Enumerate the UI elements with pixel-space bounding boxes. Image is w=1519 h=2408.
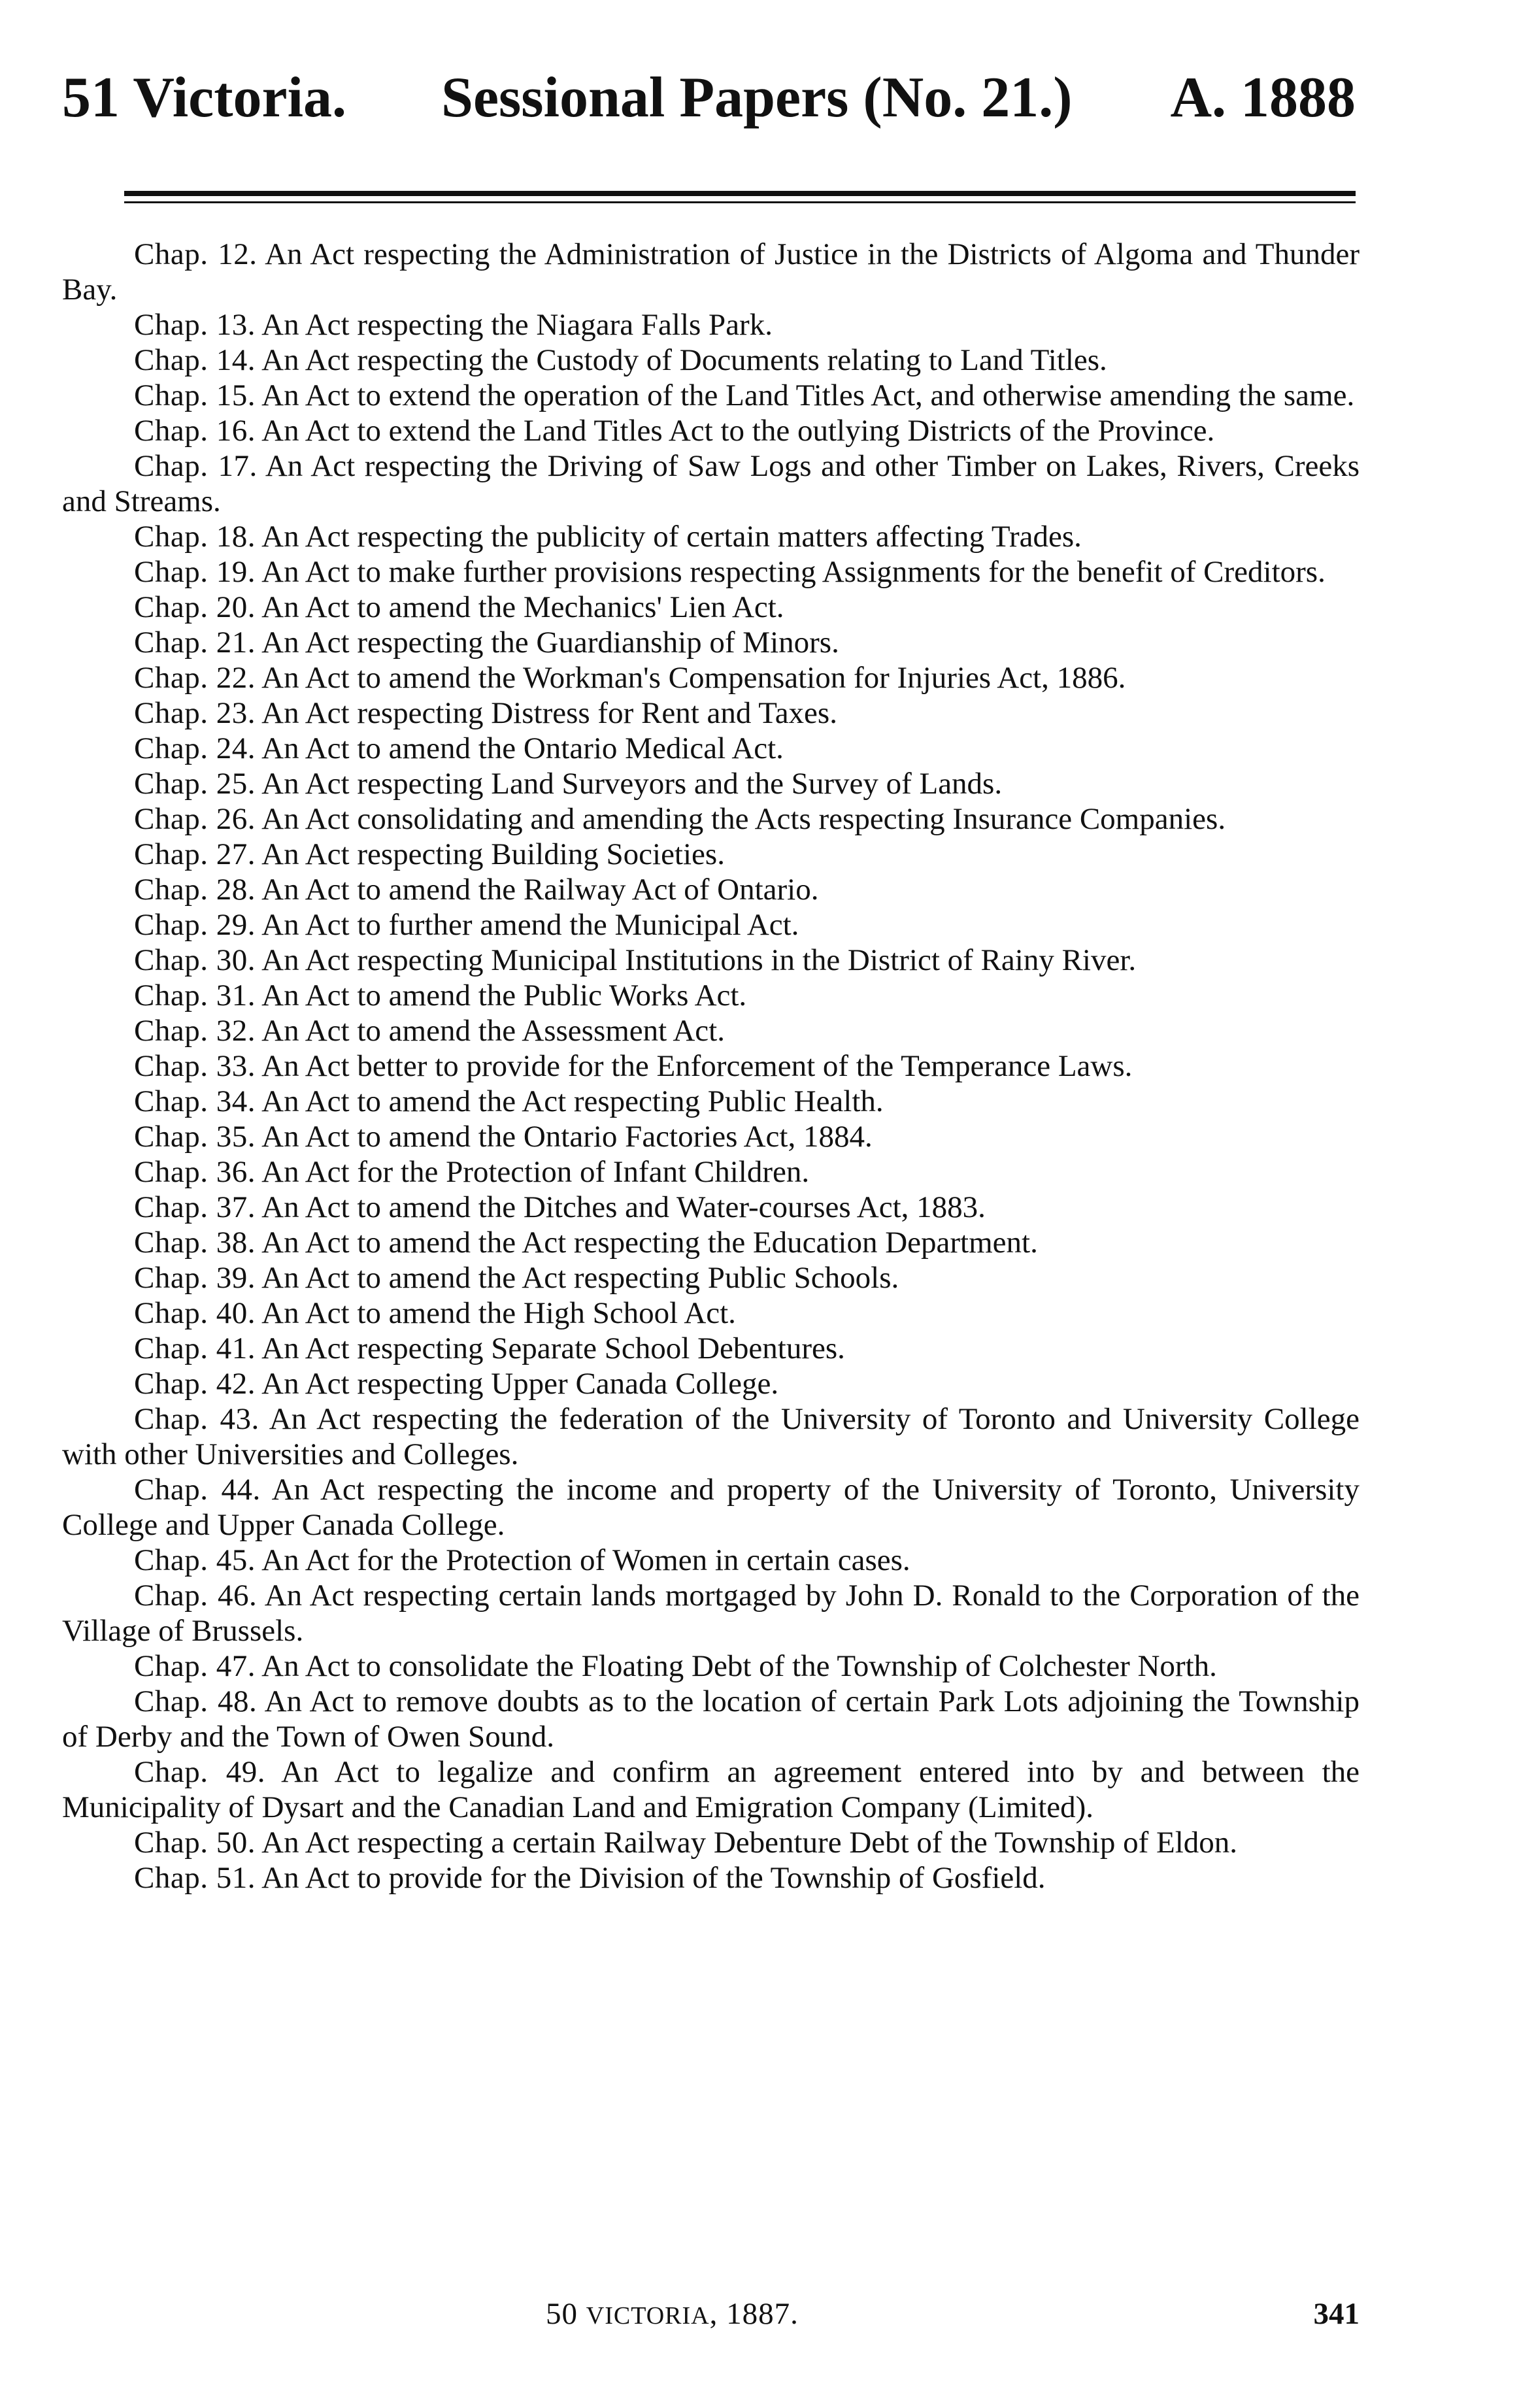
act-entry bbox=[62, 1260, 1360, 1296]
chapter-number: Chap. 25. bbox=[134, 767, 256, 801]
act-title: An Act respecting the publicity of certain matters affecting Trades. bbox=[261, 520, 1082, 554]
act-title: An Act respecting the Administration of Justice in the Districts of Algoma and Thunder Bay. bbox=[62, 237, 1360, 307]
act-entry bbox=[62, 1754, 1360, 1825]
act-entry bbox=[62, 1472, 1360, 1543]
act-entry bbox=[62, 1401, 1360, 1472]
chapter-number: Chap. 47. bbox=[134, 1649, 256, 1683]
act-title: An Act respecting the Driving of Saw Logs and other Timber on Lakes, Rivers, Creeks and Streams. bbox=[62, 449, 1360, 518]
act-title: An Act respecting a certain Railway Debenture Debt of the Township of Eldon. bbox=[261, 1826, 1238, 1860]
header-rule-thick bbox=[124, 191, 1356, 196]
chapter-number: Chap. 37. bbox=[134, 1190, 256, 1224]
chapter-number: Chap. 16. bbox=[134, 414, 256, 448]
header-title: Sessional Papers (No. 21.) bbox=[441, 66, 1073, 129]
act-title: An Act respecting Municipal Institutions in the District of Rainy River. bbox=[261, 943, 1137, 977]
header-year: A. 1888 bbox=[1170, 66, 1356, 129]
act-title: An Act better to provide for the Enforcement of the Temperance Laws. bbox=[261, 1049, 1133, 1083]
chapter-number: Chap. 45. bbox=[134, 1543, 256, 1577]
page-number: 341 bbox=[1313, 2297, 1360, 2331]
act-entry bbox=[62, 1225, 1360, 1260]
act-entry bbox=[62, 1543, 1360, 1578]
act-title: An Act to further amend the Municipal Act. bbox=[261, 908, 799, 942]
act-entry bbox=[62, 1331, 1360, 1366]
chapter-number: Chap. 33. bbox=[134, 1049, 256, 1083]
act-entry bbox=[62, 978, 1360, 1013]
chapter-number: Chap. 27. bbox=[134, 837, 256, 871]
footer-statute-ref bbox=[546, 2294, 799, 2335]
act-entry bbox=[62, 237, 1360, 307]
act-entry bbox=[62, 590, 1360, 625]
act-title: An Act to amend the Ditches and Water-courses Act, 1883. bbox=[261, 1190, 986, 1224]
chapter-number: Chap. 14. bbox=[134, 343, 256, 377]
act-title: An Act respecting the income and property of the University of Toronto, University College and Upper Canada College. bbox=[62, 1473, 1360, 1542]
chapter-number: Chap. 12. bbox=[134, 237, 258, 271]
chapter-number: Chap. 28. bbox=[134, 873, 256, 907]
act-title: An Act respecting the Niagara Falls Park. bbox=[261, 308, 773, 342]
act-title: An Act to extend the Land Titles Act to the outlying Districts of the Province. bbox=[261, 414, 1215, 448]
act-entry bbox=[62, 660, 1360, 695]
act-title: An Act to consolidate the Floating Debt of the Township of Colchester North. bbox=[261, 1649, 1217, 1683]
act-entry bbox=[62, 731, 1360, 766]
act-title: An Act to legalize and confirm an agreement entered into by and between the Municipality of Dysart and the Canadian Land and Emigration Company (Limited). bbox=[62, 1755, 1360, 1824]
footer-statute-year: , 1887. bbox=[709, 2297, 799, 2331]
act-title: An Act for the Protection of Infant Children. bbox=[261, 1155, 810, 1189]
chapter-number: Chap. 35. bbox=[134, 1120, 256, 1154]
act-title: An Act to amend the Assessment Act. bbox=[261, 1014, 725, 1048]
act-title: An Act to amend the Ontario Medical Act. bbox=[261, 731, 784, 765]
chapter-number: Chap. 21. bbox=[134, 626, 256, 660]
chapter-number: Chap. 24. bbox=[134, 731, 256, 765]
act-entry bbox=[62, 801, 1360, 837]
act-title: An Act to remove doubts as to the location of certain Park Lots adjoining the Township of Derby and the Town of Owen Sound. bbox=[62, 1684, 1360, 1754]
chapter-number: Chap. 17. bbox=[134, 449, 258, 483]
act-entry bbox=[62, 1296, 1360, 1331]
chapter-number: Chap. 46. bbox=[134, 1579, 258, 1613]
act-title: An Act respecting Building Societies. bbox=[261, 837, 725, 871]
chapter-number: Chap. 22. bbox=[134, 661, 256, 695]
act-title: An Act for the Protection of Women in certain cases. bbox=[261, 1543, 910, 1577]
act-entry bbox=[62, 1084, 1360, 1119]
chapter-number: Chap. 31. bbox=[134, 978, 256, 1012]
chapter-number: Chap. 38. bbox=[134, 1226, 256, 1260]
chapter-number: Chap. 41. bbox=[134, 1331, 256, 1365]
act-entry bbox=[62, 1013, 1360, 1048]
chapter-number: Chap. 29. bbox=[134, 908, 256, 942]
act-entry bbox=[62, 1578, 1360, 1648]
act-entry bbox=[62, 872, 1360, 907]
act-entry bbox=[62, 1119, 1360, 1154]
header-rule-thin bbox=[124, 201, 1356, 203]
act-entry bbox=[62, 1860, 1360, 1896]
act-title: An Act respecting Separate School Debentures. bbox=[261, 1331, 845, 1365]
header-session: 51 Victoria. bbox=[62, 66, 347, 129]
act-title: An Act to extend the operation of the Land Titles Act, and otherwise amending the same. bbox=[261, 378, 1355, 412]
act-entry bbox=[62, 307, 1360, 343]
chapter-number: Chap. 32. bbox=[134, 1014, 256, 1048]
chapter-number: Chap. 50. bbox=[134, 1826, 256, 1860]
chapter-number: Chap. 30. bbox=[134, 943, 256, 977]
footer-statute-number: 50 bbox=[546, 2297, 578, 2331]
chapter-number: Chap. 44. bbox=[134, 1473, 261, 1507]
act-title: An Act to amend the Ontario Factories Act, 1884. bbox=[261, 1120, 873, 1154]
act-title: An Act respecting Distress for Rent and Taxes. bbox=[261, 696, 837, 730]
act-title: An Act to amend the Public Works Act. bbox=[261, 978, 747, 1012]
act-title: An Act to provide for the Division of the Township of Gosfield. bbox=[261, 1861, 1046, 1895]
act-title: An Act to amend the Act respecting Public Health. bbox=[261, 1084, 884, 1118]
act-entry bbox=[62, 943, 1360, 978]
chapter-number: Chap. 36. bbox=[134, 1155, 256, 1189]
act-entry bbox=[62, 766, 1360, 801]
act-entry bbox=[62, 413, 1360, 448]
act-title: An Act consolidating and amending the Acts respecting Insurance Companies. bbox=[261, 802, 1226, 836]
footer-statute-word: VICTORIA bbox=[586, 2302, 710, 2330]
chapter-number: Chap. 20. bbox=[134, 590, 256, 624]
chapter-number: Chap. 23. bbox=[134, 696, 256, 730]
chapter-number: Chap. 43. bbox=[134, 1402, 259, 1436]
running-header bbox=[62, 62, 1356, 134]
act-entry bbox=[62, 1154, 1360, 1190]
chapter-number: Chap. 51. bbox=[134, 1861, 256, 1895]
act-title: An Act respecting Land Surveyors and the Survey of Lands. bbox=[261, 767, 1003, 801]
chapter-number: Chap. 18. bbox=[134, 520, 256, 554]
act-title: An Act to make further provisions respecting Assignments for the benefit of Creditors. bbox=[261, 555, 1326, 589]
act-title: An Act to amend the Railway Act of Ontario. bbox=[261, 873, 819, 907]
act-entry bbox=[62, 1684, 1360, 1754]
act-title: An Act to amend the Workman's Compensation for Injuries Act, 1886. bbox=[261, 661, 1126, 695]
act-title: An Act to amend the Mechanics' Lien Act. bbox=[261, 590, 784, 624]
act-entry bbox=[62, 554, 1360, 590]
act-entry bbox=[62, 1648, 1360, 1684]
chapter-number: Chap. 34. bbox=[134, 1084, 256, 1118]
act-entry bbox=[62, 519, 1360, 554]
act-list bbox=[62, 237, 1360, 1896]
chapter-number: Chap. 48. bbox=[134, 1684, 258, 1718]
act-entry bbox=[62, 1190, 1360, 1225]
act-title: An Act respecting Upper Canada College. bbox=[261, 1367, 779, 1401]
chapter-number: Chap. 19. bbox=[134, 555, 256, 589]
act-entry bbox=[62, 837, 1360, 872]
act-title: An Act respecting the Guardianship of Minors. bbox=[261, 626, 839, 660]
act-entry bbox=[62, 378, 1360, 413]
chapter-number: Chap. 13. bbox=[134, 308, 256, 342]
act-title: An Act to amend the Act respecting Public Schools. bbox=[261, 1261, 899, 1295]
page-footer bbox=[62, 2294, 1360, 2333]
act-title: An Act to amend the Act respecting the Education Department. bbox=[261, 1226, 1038, 1260]
act-title: An Act respecting the Custody of Documents relating to Land Titles. bbox=[261, 343, 1107, 377]
act-entry bbox=[62, 448, 1360, 519]
act-entry bbox=[62, 343, 1360, 378]
act-entry bbox=[62, 907, 1360, 943]
act-entry bbox=[62, 1825, 1360, 1860]
chapter-number: Chap. 40. bbox=[134, 1296, 256, 1330]
act-entry bbox=[62, 695, 1360, 731]
act-title: An Act respecting the federation of the University of Toronto and University College with other Universities and Colleges. bbox=[62, 1402, 1360, 1471]
act-title: An Act to amend the High School Act. bbox=[261, 1296, 736, 1330]
chapter-number: Chap. 26. bbox=[134, 802, 256, 836]
chapter-number: Chap. 39. bbox=[134, 1261, 256, 1295]
act-title: An Act respecting certain lands mortgaged by John D. Ronald to the Corporation of the Village of Brussels. bbox=[62, 1579, 1360, 1648]
chapter-number: Chap. 15. bbox=[134, 378, 256, 412]
act-entry bbox=[62, 625, 1360, 660]
act-entry bbox=[62, 1366, 1360, 1401]
chapter-number: Chap. 42. bbox=[134, 1367, 256, 1401]
chapter-number: Chap. 49. bbox=[134, 1755, 265, 1789]
act-entry bbox=[62, 1048, 1360, 1084]
